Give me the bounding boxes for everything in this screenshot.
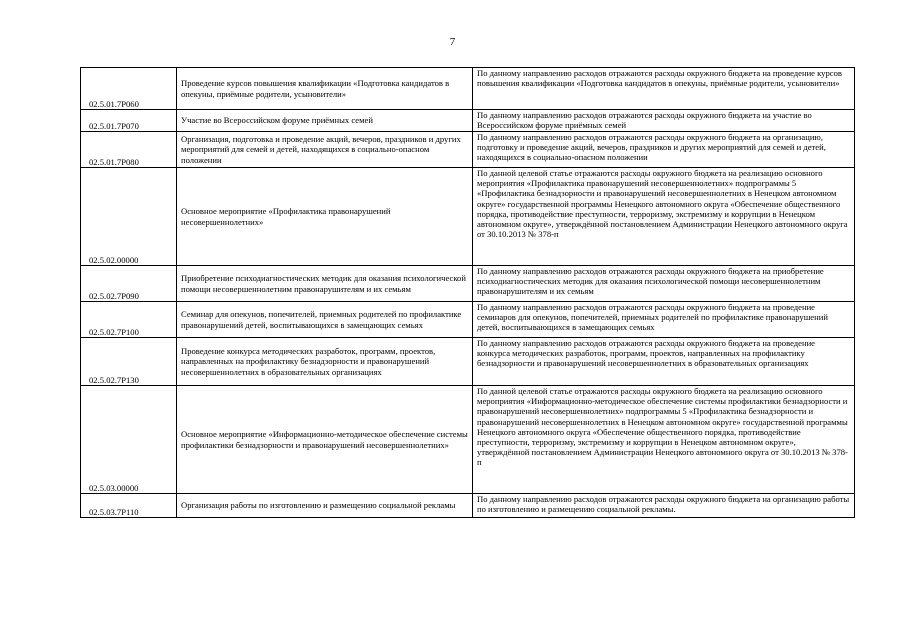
- table-row: [81, 494, 855, 518]
- row-code: 02.5.01.7P080: [81, 132, 177, 168]
- row-name: Основное мероприятие «Профилактика правонарушений несовершеннолетних»: [177, 168, 473, 266]
- row-name: Организация работы по изготовлению и размещению социальной рекламы: [177, 494, 473, 518]
- row-name: Проведение конкурса методических разработок, программ, проектов, направленных на профилактику безнадзорности и правонарушений несовершеннолетних в образовательных организациях: [177, 338, 473, 386]
- row-name: Проведение курсов повышения квалификации «Подготовка кандидатов в опекуны, приёмные родители, усыновители»: [177, 68, 473, 110]
- row-description: По данному направлению расходов отражаются расходы окружного бюджета на проведение конкурса методических разработок, программ, проектов, направленных на профилактику безнадзорности и правонарушений несовершеннолетних в образовательных организациях: [473, 338, 855, 386]
- table-row: [81, 302, 855, 338]
- row-name: Основное мероприятие «Информационно-методическое обеспечение системы профилактики безнадзорности и правонарушений несовершеннолетних»: [177, 386, 473, 494]
- row-name: Участие во Всероссийском форуме приёмных семей: [177, 110, 473, 132]
- table-row: [81, 168, 855, 266]
- table-row: [81, 68, 855, 110]
- row-code: 02.5.02.00000: [81, 168, 177, 266]
- page-number: 7: [449, 36, 456, 48]
- table-row: [81, 110, 855, 132]
- row-code: 02.5.03.00000: [81, 386, 177, 494]
- row-description: По данной целевой статье отражаются расходы окружного бюджета на реализацию основного мероприятия «Профилактика правонарушений несовершеннолетних» подпрограммы 5 «Профилактика безнадзорности и правонарушений несовершеннолетних в Ненецком автономном округе» государственной программы Ненецкого автономного округа «Обеспечение общественного порядка, противодействие преступности, терроризму, экстремизму и коррупции в Ненецком автономном округе», утверждённой постановлением Администрации Ненецкого автономного округа от 30.10.2013 № 378-п: [473, 168, 855, 266]
- row-name: Семинар для опекунов, попечителей, приемных родителей по профилактике правонарушений детей, воспитывающихся в замещающих семьях: [177, 302, 473, 338]
- row-description: По данному направлению расходов отражаются расходы окружного бюджета на проведение семинаров для опекунов, попечителей, приемных родителей по профилактике правонарушений детей, воспитывающихся в замещающих семьях: [473, 302, 855, 338]
- budget-classification-table: [80, 67, 855, 518]
- row-description: По данному направлению расходов отражаются расходы окружного бюджета на организацию, подготовку и проведение акций, вечеров, праздников и других мероприятий для семей и детей, находящихся в социально-опасном положении: [473, 132, 855, 168]
- row-description: По данному направлению расходов отражаются расходы окружного бюджета на организацию работы по изготовлению и размещению социальной рекламы.: [473, 494, 855, 518]
- row-code: 02.5.01.7P060: [81, 68, 177, 110]
- table-row: [81, 386, 855, 494]
- row-code: 02.5.02.7P090: [81, 266, 177, 302]
- table-row: [81, 338, 855, 386]
- row-code: 02.5.01.7P070: [81, 110, 177, 132]
- table-row: [81, 132, 855, 168]
- row-code: 02.5.02.7P130: [81, 338, 177, 386]
- row-description: По данной целевой статье отражаются расходы окружного бюджета на реализацию основного мероприятия «Информационно-методическое обеспечение системы профилактики безнадзорности и правонарушений несовершеннолетних» подпрограммы 5 «Профилактика безнадзорности и правонарушений несовершеннолетних в Ненецком автономном округе» государственной программы Ненецкого автономного округа «Обеспечение общественного порядка, противодействие преступности, терроризму, экстремизму и коррупции в Ненецком автономном округе», утверждённой постановлением Администрации Ненецкого автономного округа от 30.10.2013 № 378-п: [473, 386, 855, 494]
- row-name: Приобретение психодиагностических методик для оказания психологической помощи несовершеннолетним правонарушителям и их семьям: [177, 266, 473, 302]
- row-name: Организация, подготовка и проведение акций, вечеров, праздников и других мероприятий для семей и детей, находящихся в социально-опасном положении: [177, 132, 473, 168]
- row-description: По данному направлению расходов отражаются расходы окружного бюджета на приобретение психодиагностических методик для оказания психологической помощи несовершеннолетним правонарушителям и их семьям: [473, 266, 855, 302]
- table-row: [81, 266, 855, 302]
- row-description: По данному направлению расходов отражаются расходы окружного бюджета на проведение курсов повышения квалификации «Подготовка кандидатов в опекуны, приёмные родители, усыновители»: [473, 68, 855, 110]
- row-description: По данному направлению расходов отражаются расходы окружного бюджета на участие во Всероссийском форуме приёмных семей: [473, 110, 855, 132]
- row-code: 02.5.02.7P100: [81, 302, 177, 338]
- row-code: 02.5.03.7P110: [81, 494, 177, 518]
